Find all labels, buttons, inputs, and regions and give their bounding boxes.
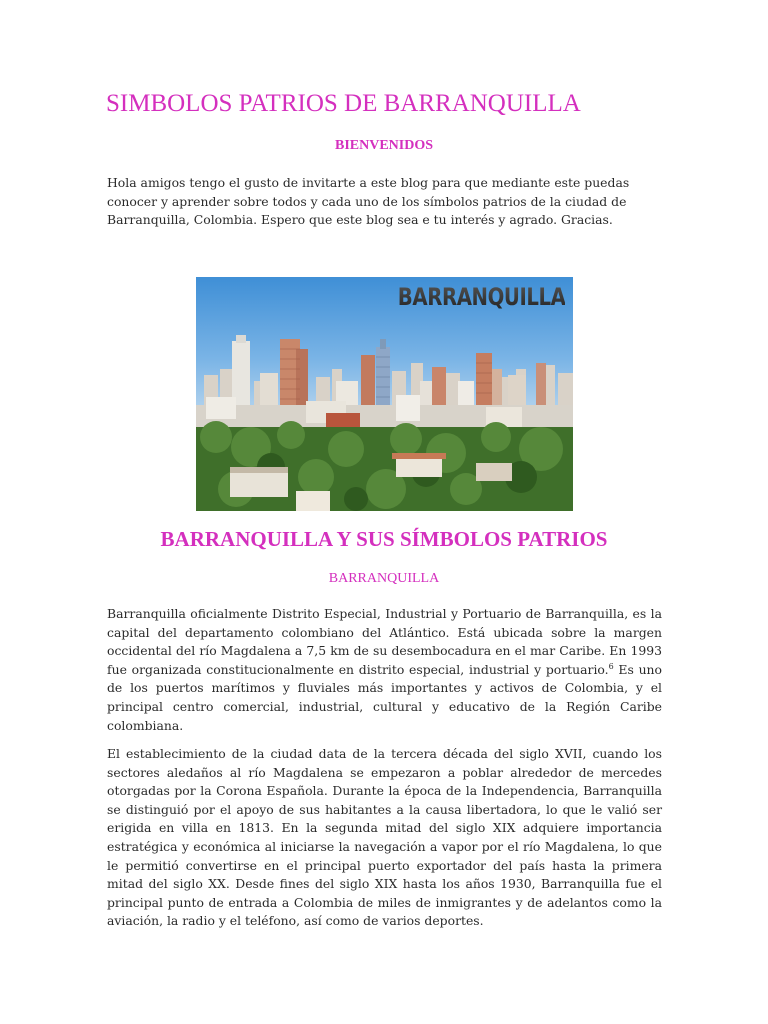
paragraph-1-text-a: Barranquilla oficialmente Distrito Especial, Industrial y Portuario de Barranquilla, es la capital del departamento colombiano del Atlántico. Está ubicada sobre la margen occidental del río Magdalena a 7,5 km de su desembocadura en el mar Caribe. En 1993 fue organizada constitucionalmente en distrito especial, industrial y portuario. [107,606,662,677]
skyline-illustration [196,277,573,511]
photo-overlay-label: BARRANQUILLA [397,283,565,311]
paragraph-history-detail: El establecimiento de la ciudad data de la tercera década del siglo XVII, cuando los sectores aledaños al río Magdalena se empezaron a poblar alrededor de mercedes otorgadas por la Corona Española. Durante la época de la Independencia, Barranquilla se distinguió por el apoyo de sus habitantes a la causa libertadora, lo que le valió ser erigida en villa en 1813. En la segunda mitad del siglo XIX adquiere importancia estratégica y económica al iniciarse la navegación a vapor por el río Magdalena, lo que le permitió convertirse en el principal puerto exportador del país hasta la primera mitad del siglo XX. Desde fines del siglo XIX hasta los años 1930, Barranquilla fue el principal punto de entrada a Colombia de miles de inmigrantes y de adelantos como la aviación, la radio y el teléfono, así como de varios deportes. [107,746,662,929]
paragraph-1-text-b: Es uno de los puertos marítimos y fluviales más importantes y activos de Colombia, y el principal centro comercial, industrial, cultural y educativo de la Región Caribe colombiana. [107,661,662,733]
city-skyline-photo [196,277,573,511]
section-heading: BARRANQUILLA Y SUS SÍMBOLOS PATRIOS [160,527,608,551]
paragraph-history-intro [107,605,662,735]
footnote-marker: 6 [608,661,614,671]
welcome-heading: BIENVENIDOS [334,138,434,153]
intro-paragraph: Hola amigos tengo el gusto de invitarte a este blog para que mediante este puedas conocer y aprender sobre todos y cada uno de los símbolos patrios de la ciudad de Barranquilla, Colombia. Espero que este blog sea e tu interés y agrado. Gracias. [107,175,630,228]
document-title: SIMBOLOS PATRIOS DE BARRANQUILLA [106,90,581,117]
section-subheading: BARRANQUILLA [328,571,440,586]
